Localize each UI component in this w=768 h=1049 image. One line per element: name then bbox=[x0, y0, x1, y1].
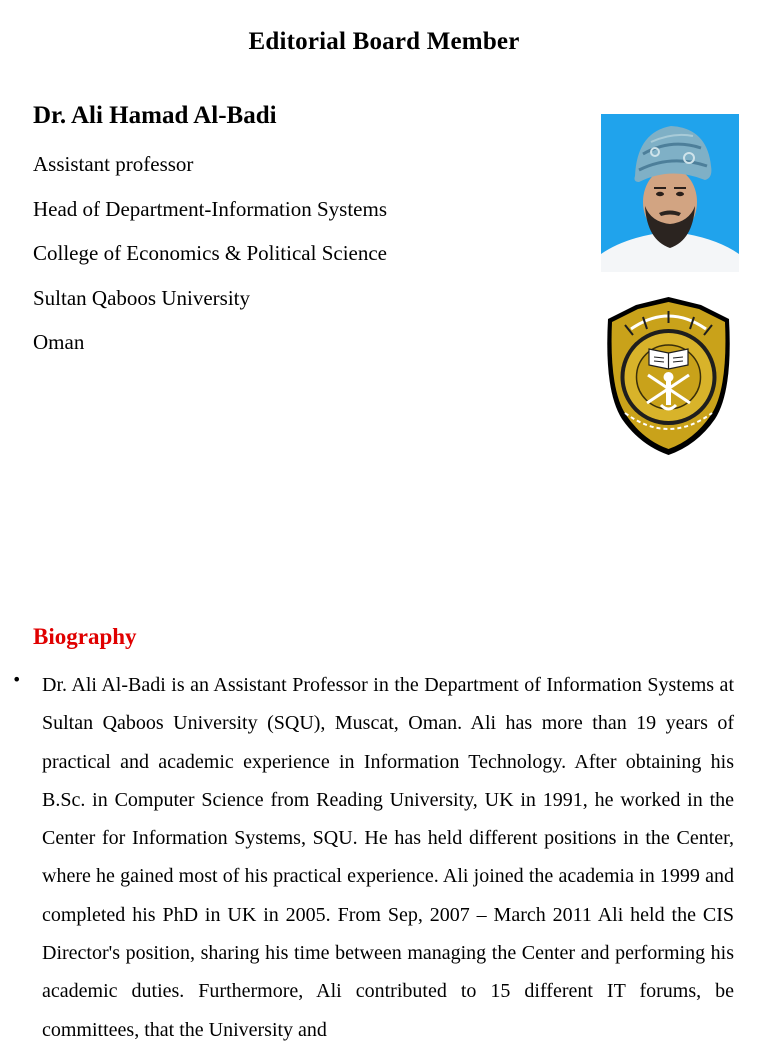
page-title: Editorial Board Member bbox=[248, 28, 520, 55]
bullet-icon: • bbox=[12, 670, 22, 689]
member-country: Oman bbox=[33, 330, 85, 354]
member-college: College of Economics & Political Science bbox=[33, 241, 387, 265]
university-seal-icon bbox=[603, 295, 734, 457]
member-portrait bbox=[601, 114, 739, 272]
member-name: Dr. Ali Hamad Al-Badi bbox=[33, 102, 277, 129]
member-position: Assistant professor bbox=[33, 152, 194, 176]
biography-heading: Biography bbox=[33, 624, 137, 649]
member-department: Head of Department-Information Systems bbox=[33, 196, 387, 221]
biography-text: Dr. Ali Al-Badi is an Assistant Professor in the Department of Information Systems at Sultan Qaboos University (SQU), Muscat, Oman. Ali has more than 19 years of practical and academic experience in Information Technology. After obtaining his B.Sc. in Computer Science from Reading University, UK in 1991, he worked in the Center for Information Systems, SQU. He has held different positions in the Center, where he gained most of his practical experience. Ali joined the academia in 1999 and completed his PhD in UK in 2005. From Sep, 2007 – March 2011 Ali held the CIS Director's position, sharing his time between managing the Center and performing his academic duties. Furthermore, Ali contributed to 15 different IT forums, be committees, that the University and bbox=[42, 674, 734, 1041]
member-university: Sultan Qaboos University bbox=[33, 285, 250, 310]
member-details bbox=[33, 149, 387, 372]
person-photo-icon bbox=[601, 114, 739, 272]
university-seal bbox=[603, 295, 734, 457]
